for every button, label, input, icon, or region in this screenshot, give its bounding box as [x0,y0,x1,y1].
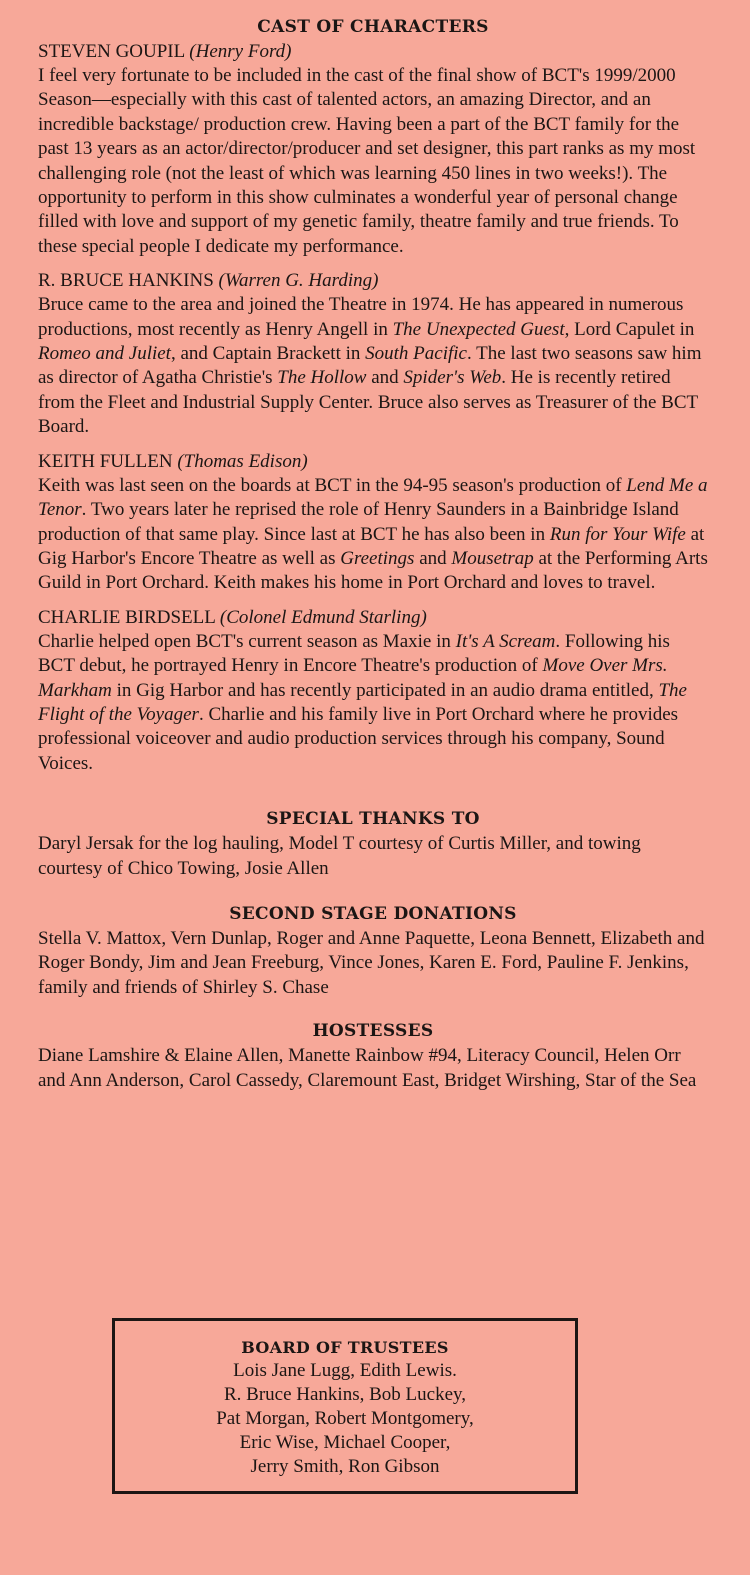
character-role: (Warren G. Harding) [218,270,379,292]
bio-text [38,293,708,439]
donations-text: Stella V. Mattox, Vern Dunlap, Roger and Anne Paquette, Leona Bennett, Elizabeth and Roger Bondy, Jim and Jean Freeburg, Vince Jones, Karen E. Ford, Pauline F. Jenkins, family and friends of Shirley S. Chase [38,927,705,998]
text-segment: . Two years later he reprised the role of Henry Saunders in a Bainbridge Island production of that same play. Since last at BCT he has also been in [38,499,679,545]
special-thanks-section [38,806,708,881]
character-role: (Colonel Edmund Starling) [219,606,427,628]
text-segment: Charlie helped open BCT's current season as Maxie in [38,630,456,652]
title-segment: South Pacific [365,343,467,365]
text-segment: at the Performing Arts Guild in Port Orchard. Keith makes his home in Port Orchard and loves to travel. [38,547,708,594]
character-role: (Thomas Edison) [177,450,308,472]
bio-text [38,630,708,776]
title-segment: The Unexpected Guest [392,318,565,340]
text-segment: at Gig Harbor's Encore Theatre as well as [38,523,705,569]
bio-header [38,606,708,630]
board-of-trustees-box [112,1318,578,1494]
actor-name: STEVEN GOUPIL [38,41,185,62]
hostesses-title: HOSTESSES [312,1021,434,1042]
text-segment: and [366,367,404,389]
title-segment: The Flight of the Voyager [38,679,687,725]
title-segment: Spider's Web [403,367,502,389]
special-thanks-text: Daryl Jersak for the log hauling, Model T courtesy of Curtis Miller, and towing courtesy of Chico Towing, Josie Allen [38,833,641,879]
title-segment: Run for Your Wife [549,523,686,545]
special-thanks-title: SPECIAL THANKS TO [266,809,480,830]
title-segment: It's A Scream [455,630,556,652]
bio-keith-fullen [38,450,708,596]
bio-text: I feel very fortunate to be included in the cast of the final show of BCT's 1999/2000 Season—especially with this cast of talented actors, an amazing Director, and an incredible backstage/ production crew. Having been a part of the BCT family for the past 13 years as an actor/director/producer and set designer, this part ranks as my most challenging role (not the least of which was learning 450 lines in two weeks!). The opportunity to perform in this show culminates a wonderful year of personal change filled with love and support of my genetic family, theatre family and true friends. To these special people I dedicate my performance. [38,65,696,257]
board-member-line: Lois Jane Lugg, Edith Lewis. [233,1360,457,1381]
title-segment: Mousetrap [451,547,534,569]
text-segment: Bruce came to the area and joined the Theatre in 1974. He has appeared in numerous productions, most recently as Henry Angell in [38,294,684,340]
bio-charlie-birdsell [38,606,708,776]
text-segment: and [414,547,452,569]
actor-name: R. BRUCE HANKINS [38,270,214,292]
bio-header [38,450,708,474]
bio-steven-goupil [38,40,708,259]
hostesses-text: Diane Lamshire & Elaine Allen, Manette Rainbow #94, Literacy Council, Helen Orr and Ann Anderson, Carol Cassedy, Claremount East, Bridget Wirshing, Star of the Sea [38,1045,697,1091]
bio-header [38,269,708,293]
text-segment: . The last two seasons saw him as director of Agatha Christie's [38,343,702,389]
board-member-line: Eric Wise, Michael Cooper, [239,1432,451,1453]
bio-bruce-hankins [38,269,708,439]
board-member-line: Jerry Smith, Ron Gibson [250,1456,440,1477]
board-member-line: Pat Morgan, Robert Montgomery, [216,1408,474,1429]
text-segment: , and Captain Brackett in [170,343,366,365]
bio-header [38,40,708,64]
title-segment: Move Over Mrs. Markham [38,655,668,701]
board-member-line: R. Bruce Hankins, Bob Luckey, [223,1384,467,1405]
character-role: (Henry Ford) [189,41,292,62]
donations-section [38,901,708,1000]
text-segment: . Charlie and his family live in Port Orchard where he provides professional voiceover and audio production services through his company, Sound Voices. [38,703,679,774]
title-segment: Romeo and Juliet [38,343,171,365]
cast-title: CAST OF CHARACTERS [257,17,489,37]
text-segment: , Lord Capulet in [564,318,695,340]
text-segment: . Following his BCT debut, he portrayed Henry in Encore Theatre's production of [38,630,670,677]
title-segment: Greetings [340,547,415,569]
board-title: BOARD OF TRUSTEES [241,1338,449,1357]
text-segment: in Gig Harbor and has recently participated in an audio drama entitled, [111,679,659,701]
bio-text [38,474,708,596]
text-segment: Keith was last seen on the boards at BCT in the 94-95 season's production of [38,474,627,496]
text-segment: . He is recently retired from the Fleet and Industrial Supply Center. Bruce also serves as Treasurer of the BCT Board. [38,367,698,438]
title-segment: The Hollow [277,367,367,389]
donations-title: SECOND STAGE DONATIONS [229,903,517,924]
actor-name: CHARLIE BIRDSELL [38,606,216,628]
title-segment: Lend Me a Tenor [38,474,708,521]
hostesses-section [38,1018,708,1093]
actor-name: KEITH FULLEN [38,450,173,472]
